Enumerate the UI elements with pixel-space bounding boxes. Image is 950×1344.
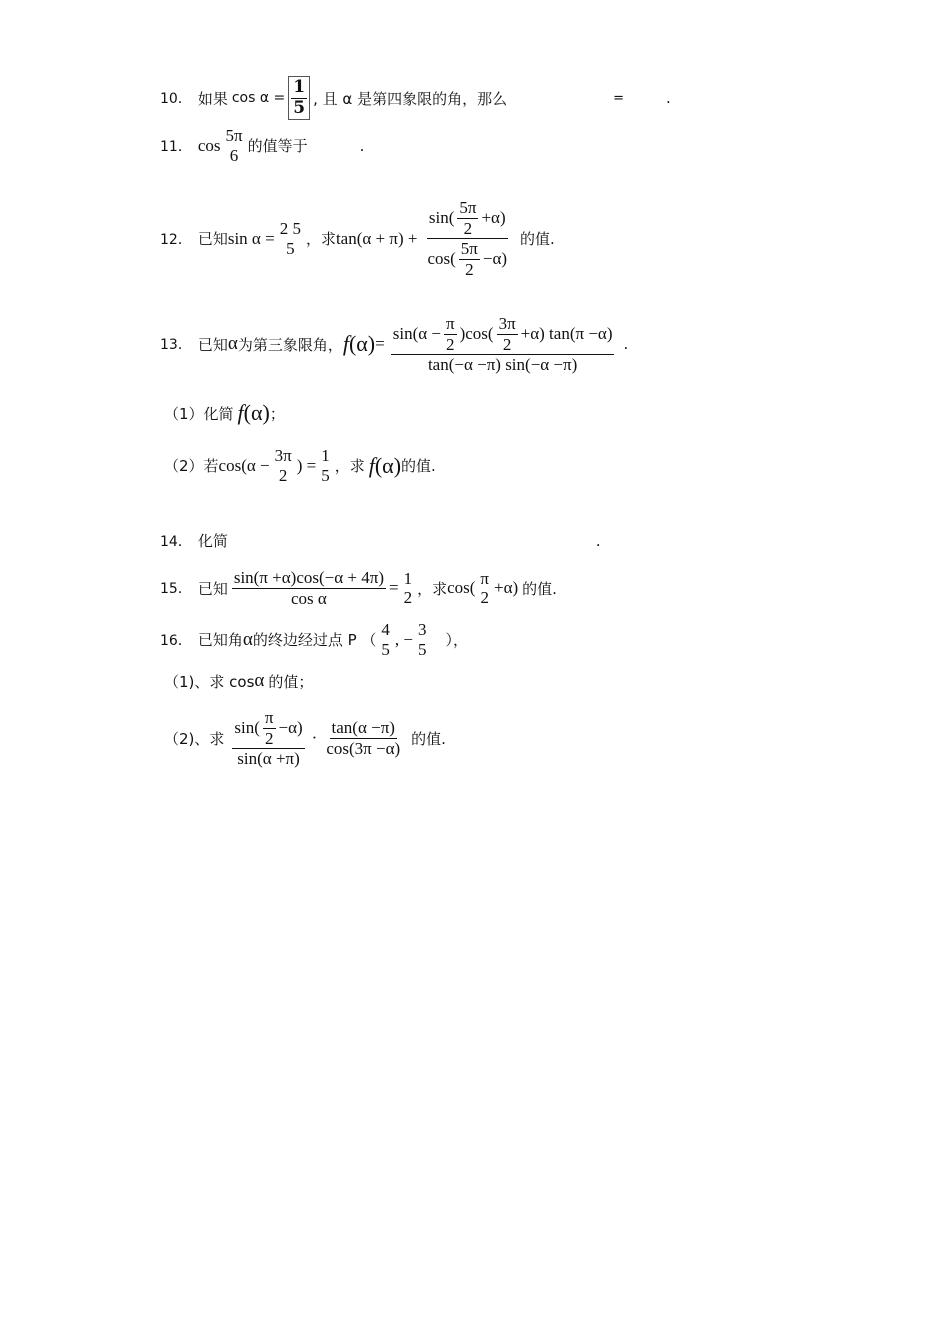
math-expression: cos bbox=[197, 135, 221, 155]
fraction-numerator bbox=[427, 198, 508, 239]
question-11 bbox=[160, 126, 364, 165]
math-text: +α) bbox=[481, 208, 506, 228]
equals-sign: = bbox=[375, 334, 385, 354]
big-fraction bbox=[391, 314, 615, 375]
fraction-numerator: 5π bbox=[459, 198, 477, 217]
part-label: （2)、求 bbox=[164, 729, 225, 748]
question-number: 11． bbox=[160, 138, 192, 155]
fraction-denominator bbox=[425, 239, 509, 279]
math-text: sin( bbox=[428, 208, 455, 228]
question-end: ； bbox=[269, 404, 285, 423]
question-number: 15． bbox=[160, 581, 192, 598]
function-symbol: f bbox=[368, 452, 375, 478]
question-end: 的值. bbox=[522, 579, 557, 598]
question-text: , 且 α 是第四象限的角，那么 bbox=[313, 89, 508, 108]
fraction-numerator: π bbox=[264, 708, 274, 727]
equals-sign: = bbox=[613, 90, 624, 106]
question-end: 的值； bbox=[268, 672, 314, 691]
question-16-part-1 bbox=[164, 670, 313, 692]
fraction-numerator bbox=[391, 314, 615, 355]
question-text: 的值等于 bbox=[247, 137, 308, 156]
question-number: 14． bbox=[160, 533, 192, 550]
math-text: −α) bbox=[278, 718, 303, 738]
fraction-numerator: 3π bbox=[498, 314, 516, 333]
fraction-denominator: cos α bbox=[291, 588, 327, 608]
fraction-denominator: 6 bbox=[229, 145, 239, 165]
fraction-denominator: 5 bbox=[286, 238, 295, 258]
fraction-numerator: 3 bbox=[418, 620, 427, 639]
fraction-numerator: 2 5 bbox=[279, 219, 301, 239]
fraction-numerator: π bbox=[445, 314, 455, 333]
fraction-denominator: tan(−α −π) sin(−α −π) bbox=[427, 355, 578, 375]
fraction bbox=[263, 708, 276, 748]
math-expression: tan(α + π) + bbox=[335, 228, 418, 248]
question-number: 12． bbox=[160, 231, 192, 248]
math-expression: (α) bbox=[374, 452, 402, 478]
fraction-numerator: 1 bbox=[321, 446, 330, 465]
question-text: 已知 bbox=[197, 579, 228, 598]
big-fraction bbox=[232, 568, 386, 608]
math-expression: sin α = bbox=[227, 228, 275, 248]
fraction bbox=[497, 314, 518, 354]
equals-sign: = bbox=[388, 578, 399, 598]
function-symbol: f bbox=[237, 400, 244, 425]
question-13-part-1 bbox=[164, 400, 285, 426]
question-15 bbox=[160, 568, 557, 608]
fraction bbox=[273, 446, 294, 485]
fraction-numerator: 5π bbox=[460, 239, 478, 259]
question-text: 已知 bbox=[197, 335, 228, 354]
fraction-numerator: 1 bbox=[293, 77, 306, 97]
big-fraction bbox=[232, 708, 304, 769]
question-number: 10． bbox=[160, 91, 192, 108]
math-expression: cos α = bbox=[231, 90, 286, 107]
math-expression: +α) bbox=[494, 578, 519, 598]
question-16 bbox=[160, 620, 468, 659]
fraction-denominator: sin(α +π) bbox=[237, 749, 300, 769]
math-text: cos( bbox=[427, 249, 456, 269]
fraction-denominator: 2 bbox=[465, 259, 474, 279]
question-end: . bbox=[665, 89, 671, 108]
part-label: （2）若 bbox=[164, 457, 219, 476]
fraction-denominator: 2 bbox=[502, 334, 512, 354]
question-end: . bbox=[359, 136, 365, 155]
question-end: . bbox=[595, 531, 601, 550]
question-text: 如果 bbox=[197, 89, 228, 108]
question-end: . bbox=[623, 335, 629, 354]
math-text: )cos( bbox=[459, 324, 494, 344]
question-text: 已知角 bbox=[197, 631, 243, 650]
fraction bbox=[224, 126, 245, 165]
question-end: 的值. bbox=[520, 230, 555, 249]
fraction-denominator: cos(3π −α) bbox=[326, 738, 401, 758]
fraction-denominator: 5 bbox=[418, 639, 427, 659]
fraction-numerator: π bbox=[480, 568, 490, 588]
question-10 bbox=[160, 76, 671, 120]
fraction-denominator: 5 bbox=[381, 639, 390, 659]
question-13 bbox=[160, 314, 628, 375]
fraction bbox=[416, 620, 429, 659]
question-16-part-2 bbox=[164, 708, 446, 769]
fraction bbox=[444, 314, 457, 354]
fraction-numerator: 1 bbox=[403, 568, 413, 588]
question-text: ，求 bbox=[305, 230, 336, 249]
question-13-part-2 bbox=[164, 446, 436, 485]
fraction-numerator: tan(α −π) bbox=[331, 718, 395, 738]
question-text: ，求 bbox=[417, 579, 448, 598]
question-end: ）， bbox=[445, 631, 469, 650]
fraction-numerator: 4 bbox=[381, 620, 390, 639]
math-text: sin( bbox=[234, 718, 260, 738]
question-text: ，求 bbox=[334, 457, 365, 476]
math-text: +α) tan(π −α) bbox=[520, 324, 613, 344]
math-expression: cos(α − bbox=[218, 455, 270, 475]
fraction-numerator: 5π bbox=[225, 126, 243, 145]
fraction-image bbox=[288, 76, 310, 120]
fraction bbox=[379, 620, 392, 659]
multiply-dot: · bbox=[311, 728, 318, 748]
fraction bbox=[402, 569, 415, 608]
fraction bbox=[457, 198, 478, 238]
fraction bbox=[319, 446, 332, 485]
fraction bbox=[478, 569, 491, 608]
fraction-numerator: 3π bbox=[274, 446, 292, 465]
alpha-symbol: α bbox=[254, 670, 265, 691]
alpha-symbol: α bbox=[242, 628, 253, 650]
question-end: 的值. bbox=[401, 457, 436, 476]
math-text: sin(α − bbox=[392, 324, 441, 344]
question-number: 13． bbox=[160, 337, 192, 354]
question-14 bbox=[160, 530, 601, 551]
math-expression: cos( bbox=[447, 578, 476, 598]
fraction-denominator: 5 bbox=[293, 97, 306, 118]
fraction-denominator: 5 bbox=[321, 465, 330, 485]
fraction bbox=[459, 239, 480, 279]
part-label: （1）化简 bbox=[164, 404, 234, 423]
part-label: （1)、求 cos bbox=[164, 672, 255, 691]
big-fraction bbox=[324, 718, 402, 758]
question-12 bbox=[160, 198, 555, 279]
fraction-denominator: 2 bbox=[278, 465, 288, 485]
fraction-denominator: 2 bbox=[463, 218, 473, 238]
question-text: 已知 bbox=[197, 230, 228, 249]
math-expression: (α) bbox=[243, 400, 270, 425]
fraction-numerator: sin(π +α)cos(−α + 4π) bbox=[233, 568, 384, 587]
question-text: 的终边经过点 P （ bbox=[252, 631, 377, 650]
question-text: 为第三象限角， bbox=[237, 335, 343, 354]
fraction-denominator: 2 bbox=[403, 588, 413, 608]
fraction-denominator: 2 bbox=[264, 728, 274, 748]
fraction-denominator: 2 bbox=[446, 334, 455, 354]
fraction bbox=[278, 219, 303, 258]
question-end: 的值. bbox=[411, 729, 446, 748]
fraction-denominator: 2 bbox=[480, 588, 489, 608]
math-text: −α) bbox=[482, 249, 508, 269]
alpha-symbol: α bbox=[227, 333, 238, 355]
question-text: 化简 bbox=[197, 532, 228, 550]
big-fraction bbox=[425, 198, 509, 279]
math-expression: ) = bbox=[296, 455, 317, 475]
function-symbol: f bbox=[342, 331, 349, 357]
question-number: 16． bbox=[160, 632, 192, 649]
fraction-numerator bbox=[232, 708, 304, 749]
math-expression: , − bbox=[394, 629, 413, 649]
math-expression: (α) bbox=[348, 331, 376, 357]
